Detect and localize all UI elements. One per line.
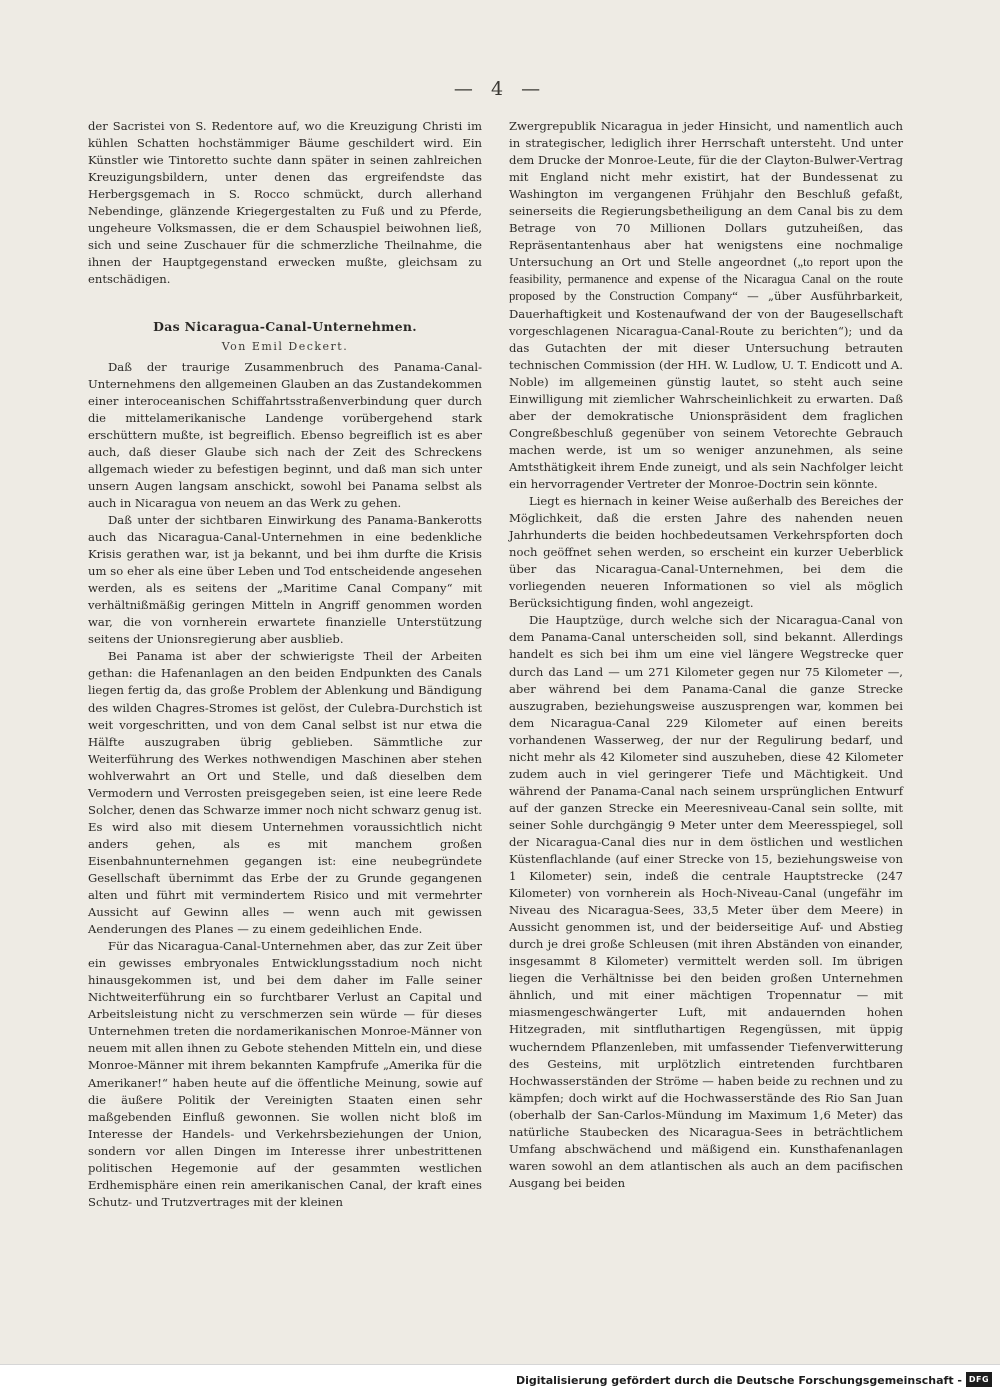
- paragraph: Für das Nicaragua-Canal-Unternehmen aber, das zur Zeit über ein gewisses embryonales Entwicklungsstadium noch nicht hinausgekommen ist, und bei dem daher im Falle seiner Nichtweiterführung ein so furchtbarer Verlust an Capital und Arbeitsleistung nicht zu verschmerzen sein würde — für dieses Unternehmen treten die nordamerikanischen Monroe-Männer von neuem mit allen ihnen zu Gebote stehenden Mitteln ein, und diese Monroe-Männer mit ihrem bekannten Kampfrufe „Amerika für die Amerikaner!“ haben heute auf die öffentliche Meinung, sowie auf die äußere Politik der Vereinigten Staaten einen sehr maßgebenden Einfluß gewonnen. Sie wollen nicht bloß im Interesse der Handels- und Verkehrsbeziehungen der Union, sondern vor allen Dingen im Interesse ihrer unbestrittenen politischen Hegemonie auf der gesammten westlichen Erdhemisphäre einen rein amerikanischen Canal, der kraft eines Schutz- und Trutzvertrages mit der kleinen: [88, 939, 482, 1209]
- paragraph: [509, 118, 903, 493]
- english-quote: „to report upon the feasibility, permanence and expense of the Nicaragua Canal on the route proposed by the Construction Company“: [509, 255, 903, 304]
- paragraph: Bei Panama ist aber der schwierigste Theil der Arbeiten gethan: die Hafenanlagen an den beiden Endpunkten des Canals liegen fertig da, das große Problem der Ablenkung und Bändigung des wilden Chagres-Stromes ist gelöst, der Culebra-Durchstich ist weit vorgeschritten, und von dem Canal selbst ist nur etwa die Hälfte auszugraben übrig geblieben. Sämmtliche zur Weiterführung des Werkes nothwendigen Maschinen aber stehen wohlverwahrt an Ort und Stelle, und daß dieselben dem Vermodern und Verrosten preisgegeben seien, ist eine leere Rede Solcher, denen das Schwarze immer noch nicht schwarz genug ist. Es wird also mit diesem Unternehmen voraussichtlich nicht anders gehen, als es mit manchem großen Eisenbahnunternehmen gegangen ist: eine neubegründete Gesellschaft übernimmt das Erbe der zu Grunde gegangenen alten und führt mit vermindertem Risico und mit vermehrter Aussicht auf Gewinn alles — wenn auch mit gewissen Aenderungen des Planes — zu einem gedeihlichen Ende.: [88, 649, 482, 937]
- paragraph: Liegt es hiernach in keiner Weise außerhalb des Bereiches der Möglichkeit, daß die ersten Jahre des nahenden neuen Jahrhunderts die beiden hochbedeutsamen Verkehrspforten doch noch geöffnet sehen werden, so erscheint ein kurzer Ueberblick über das Nicaragua-Canal-Unternehmen, bei dem die vorliegenden neueren Informationen so viel als möglich Berücksichtigung finden, wohl angezeigt.: [509, 494, 903, 611]
- paragraph: Daß unter der sichtbaren Einwirkung des Panama-Bankerotts auch das Nicaragua-Canal-Unternehmen in eine bedenkliche Krisis gerathen war, ist ja bekannt, und bei ihm durfte die Krisis um so eher als eine über Leben und Tod entscheidende angesehen werden, als es seitens der „Maritime Canal Company“ mit verhältnißmäßig geringen Mitteln in Angriff genommen worden war, die von vornherein erwartete finanzielle Unterstützung seitens der Unionsregierung aber ausblieb.: [88, 512, 482, 647]
- funding-credit: Digitalisierung gefördert durch die Deutsche Forschungsgemeinschaft -: [515, 1374, 962, 1387]
- dfg-logo-icon: DFG: [966, 1372, 992, 1387]
- article-title: Das Nicaragua-Canal-Unternehmen.: [153, 319, 417, 335]
- paragraph: Daß der traurige Zusammenbruch des Panama-Canal-Unternehmens den allgemeinen Glauben an das Zustandekommen einer interoceanischen Schiffahrtsstraßenverbindung quer durch die mittelamerikanische Landenge vorübergehend stark erschüttern mußte, ist begreiflich. Ebenso begreiflich ist es aber auch, daß dieser Glaube sich nach der Zeit des Schreckens allgemach wieder zu befestigen beginnt, und daß man sich unter unsern Augen langsam anschickt, sowohl bei Panama selbst als auch in Nicaragua von neuem an das Werk zu gehen.: [88, 359, 482, 510]
- paragraph: Die Hauptzüge, durch welche sich der Nicaragua-Canal von dem Panama-Canal unterscheiden soll, sind bekannt. Allerdings handelt es sich bei ihm um eine viel längere Wegstrecke quer durch das Land — um 271 Kilometer gegen nur 75 Kilometer —, aber während bei dem Panama-Canal die ganze Strecke auszugraben, beziehungsweise auszusprengen war, kommen bei dem Nicaragua-Canal 229 Kilometer auf einen bereits vorhandenen Wasserweg, der nur der Regulirung bedarf, und nicht mehr als 42 Kilometer sind auszuheben, diese 42 Kilometer zudem auch in viel geringerer Tiefe und Mächtigkeit. Und während der Panama-Canal nach seinem ursprünglichen Entwurf auf der ganzen Strecke ein Meeresniveau-Canal sein sollte, mit seiner Sohle durchgängig 9 Meter unter dem Meeresspiegel, soll der Nicaragua-Canal dies nur in dem östlichen und westlichen Küstenflachlande (auf einer Strecke von 15, beziehungsweise von 1 Kilometer) sein, indeß die centrale Hauptstrecke (247 Kilometer) von vornherein als Hoch-Niveau-Canal (ungefähr im Niveau des Nicaragua-Sees, 33,5 Meter über dem Meere) in Aussicht genommen ist, und der beiderseitige Auf- und Abstieg durch je drei große Schleusen (mit ihren Abständen von einander, insgesammt 8 Kilometer) vermittelt werden soll. Im übrigen liegen die Verhältnisse bei den beiden großen Unternehmen ähnlich, und mit einer mächtigen Tropennatur — mit miasmengeschwängerter Luft, mit andauernden hohen Hitzegraden, mit sintfluthartigen Regengüssen, mit üppig wucherndem Pflanzenleben, mit umfassender Tiefenverwitterung des Gesteins, mit urplötzlich eintretenden furchtbaren Hochwasserständen der Ströme — haben beide zu rechnen und zu kämpfen; doch wirkt auf die Hochwasserstände des Rio San Juan (oberhalb der San-Carlos-Mündung im Maximum 1,6 Meter) das natürliche Staubecken des Nicaragua-Sees in beträchtlichem Umfang abschwächend und mäßigend ein. Kunsthafenanlagen waren sowohl an dem atlantischen als auch an dem pacifischen Ausgang bei beiden: [509, 613, 903, 1190]
- footer-bar: [0, 1364, 1000, 1394]
- paragraph-text: — „über Ausführbarkeit, Dauerhaftigkeit und Kostenaufwand der von der Baugesellschaft vorgeschlagenen Nicaragua-Canal-Route zu berichten“); und da das Gutachten der mit dieser Untersuchung betrauten technischen Commission (der HH. W. Ludlow, U. T. Endicott und A. Noble) im allgemeinen günstig lautet, so steht auch seine Einwilligung mit ziemlicher Wahrscheinlichkeit zu erwarten. Daß aber der demokratische Unionspräsident dem fraglichen Congreßbeschluß gegenüber von seinem Vetorechte Gebrauch machen werde, ist um so weniger anzunehmen, als seine Amtsthätigkeit ihrem Ende zuneigt, und als sein Nachfolger leicht ein hervorragender Vertreter der Monroe-Doctrin sein könnte.: [509, 289, 903, 491]
- right-column: [509, 118, 903, 1192]
- left-column: [88, 118, 482, 1211]
- paragraph: der Sacristei von S. Redentore auf, wo die Kreuzigung Christi im kühlen Schatten hochstämmiger Bäume geschildert wird. Ein Künstler wie Tintoretto suchte dann später in seinen zahlreichen Kreuzigungsbildern, unter denen das ergreifendste das Herbergsgemach in S. Rocco schmückt, durch allerhand Nebendinge, glänzende Kriegergestalten zu Fuß und zu Pferde, ungeheure Volksmassen, die er dem Schauspiel beiwohnen ließ, sich und seine Zuschauer für die schmerzliche Theilnahme, die ihnen der Hauptgegenstand erwecken mußte, gleichsam zu entschädigen.: [88, 119, 482, 287]
- article-byline: Von Emil Deckert.: [221, 339, 349, 353]
- page-number: — 4 —: [453, 78, 547, 100]
- paragraph-text: Zwergrepublik Nicaragua in jeder Hinsicht, und namentlich auch in strategischer, lediglich ihrer Herrschaft untersteht. Und unter dem Drucke der Monroe-Leute, für die der Clayton-Bulwer-Vertrag mit England nicht mehr existirt, hat der Bundessenat zu Washington im vergangenen Frühjahr den Beschluß gefaßt, seinerseits die Regierungsbetheiligung an dem Canal bis zu dem Betrage von 70 Millionen Dollars gutzuheißen, das Repräsentantenhaus aber hat wenigstens eine nochmalige Untersuchung an Ort und Stelle angeordnet (: [509, 119, 903, 270]
